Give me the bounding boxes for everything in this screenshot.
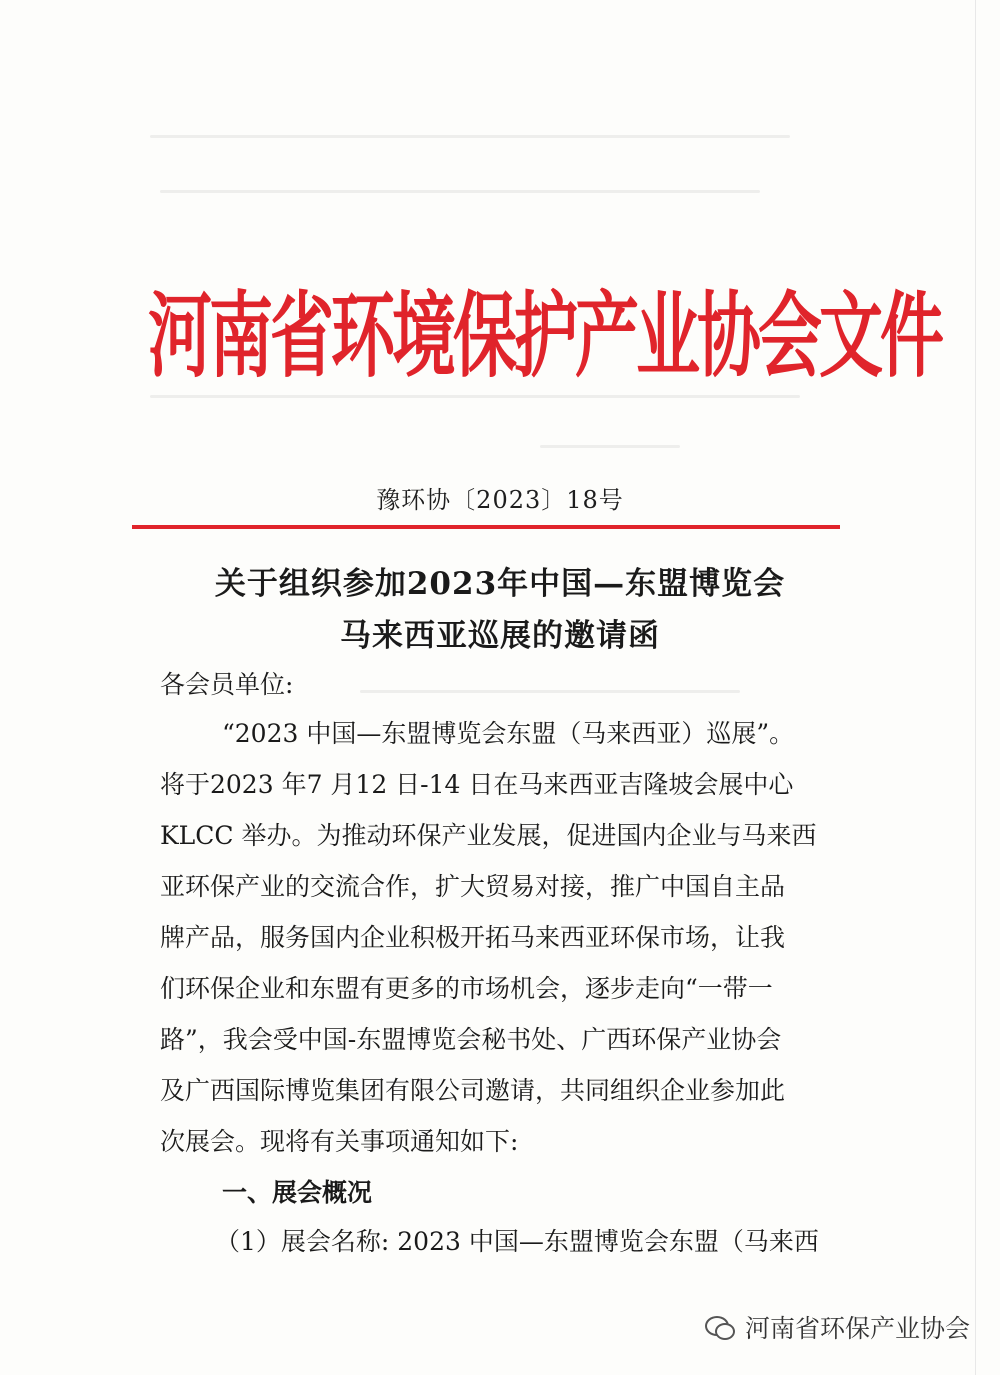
wechat-icon xyxy=(705,1314,735,1340)
paragraph-line: 次展会。现将有关事项通知如下: xyxy=(160,1127,519,1156)
paragraph-line: “2023 中国—东盟博览会东盟（马来西亚）巡展”。 xyxy=(222,719,795,748)
bleed-through-mark xyxy=(160,190,760,193)
list-item-line: （1）展会名称: 2023 中国—东盟博览会东盟（马来西 xyxy=(215,1227,819,1256)
bleed-through-mark xyxy=(540,445,680,448)
paragraph-line: 将于2023 年7 月12 日-14 日在马来西亚吉隆坡会展中心 xyxy=(160,770,794,799)
document-number: 豫环协〔2023〕18号 xyxy=(376,486,624,514)
watermark-text: 河南省环保产业协会 xyxy=(744,1314,970,1343)
paragraph-line: 路”，我会受中国-东盟博览会秘书处、广西环保产业协会 xyxy=(160,1025,782,1054)
page-edge-line xyxy=(975,0,976,1375)
salutation: 各会员单位: xyxy=(160,670,294,699)
document-title-line-2: 马来西亚巡展的邀请函 xyxy=(340,618,660,654)
paragraph-line: 亚环保产业的交流合作，扩大贸易对接，推广中国自主品 xyxy=(160,872,786,901)
paragraph-line: 牌产品，服务国内企业积极开拓马来西亚环保市场，让我 xyxy=(160,923,786,952)
section-heading: 一、展会概况 xyxy=(222,1178,373,1207)
document-title-line-1: 关于组织参加2023年中国—东盟博览会 xyxy=(214,566,786,602)
source-watermark xyxy=(705,1309,970,1345)
bleed-through-mark xyxy=(150,395,800,398)
issuer-header-title: 河南省环境保护产业协会文件 xyxy=(148,283,941,392)
red-divider-rule xyxy=(132,525,840,529)
paragraph-line: KLCC 举办。为推动环保产业发展，促进国内企业与马来西 xyxy=(160,821,817,850)
paragraph-line: 们环保企业和东盟有更多的市场机会，逐步走向“一带一 xyxy=(160,974,773,1003)
bleed-through-mark xyxy=(150,135,790,138)
paragraph-line: 及广西国际博览集团有限公司邀请，共同组织企业参加此 xyxy=(160,1076,786,1105)
